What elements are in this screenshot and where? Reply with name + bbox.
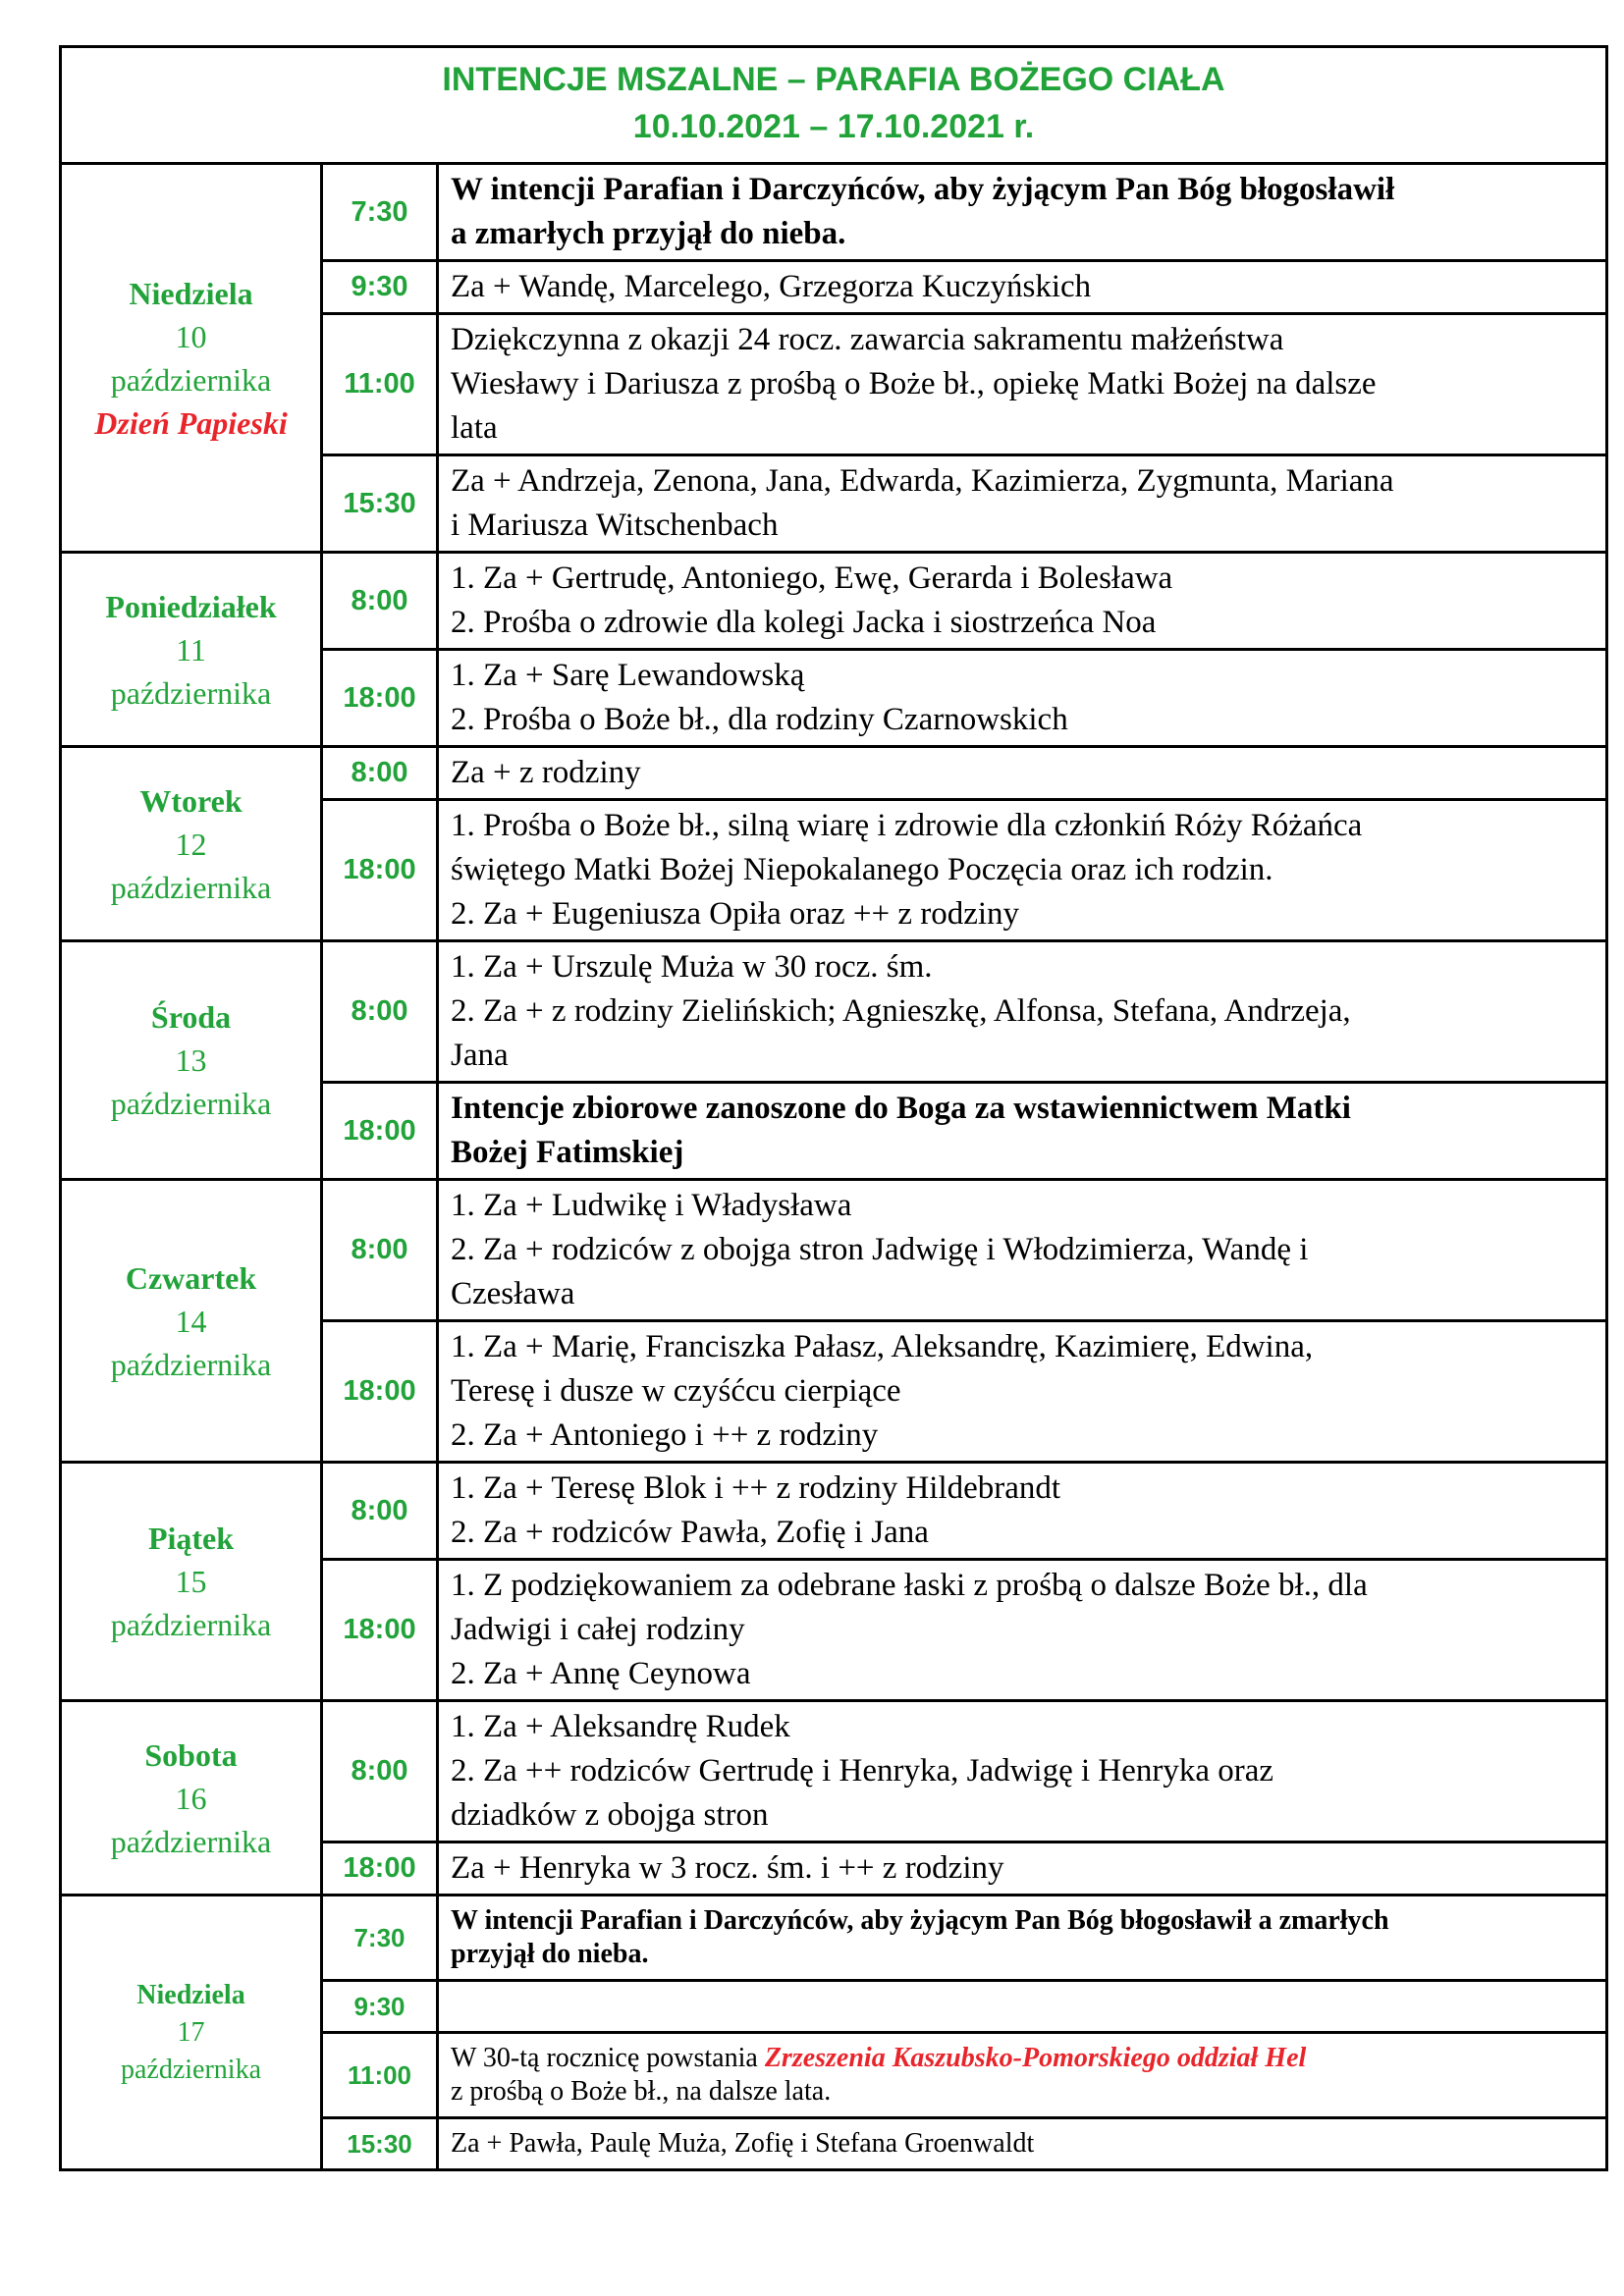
intention-line: Jana (451, 1038, 509, 1073)
day-name: Niedziela (136, 1979, 245, 2010)
intention-text (439, 262, 1605, 312)
intention-text (439, 651, 1605, 745)
intention-text (439, 1561, 1605, 1699)
intention-line: 2. Za + rodziców z obojga stron Jadwigę i Włodzimierza, Wandę i (451, 1232, 1309, 1267)
intention-line: Za + z rodziny (451, 755, 641, 790)
intentions-table (59, 45, 1608, 2171)
intention-text (439, 2119, 1605, 2168)
table-row (323, 1982, 1605, 2034)
day-name: Sobota (144, 1736, 238, 1773)
day-block (62, 748, 1605, 942)
day-number: 13 (175, 1042, 207, 1078)
table-row (323, 748, 1605, 801)
day-number: 14 (175, 1303, 207, 1339)
intention-line: przyjął do nieba. (451, 1939, 649, 1969)
intention-text (439, 1982, 1605, 2031)
intention-line: 2. Prośba o zdrowie dla kolegi Jacka i siostrzeńca Noa (451, 605, 1157, 640)
slots-column (323, 1464, 1605, 1699)
mass-time: 8:00 (323, 942, 439, 1081)
table-row (323, 1322, 1605, 1461)
table-row (323, 456, 1605, 551)
intention-line: 2. Za + z rodziny Zielińskich; Agnieszkę, Alfonsa, Stefana, Andrzeja, (451, 993, 1351, 1029)
intention-line: Jadwigi i całej rodziny (451, 1612, 745, 1647)
day-month: października (110, 674, 272, 711)
slots-column (323, 1896, 1605, 2168)
day-month: października (110, 1346, 272, 1382)
day-name: Poniedziałek (105, 588, 277, 624)
intention-line: 1. Z podziękowaniem za odebrane łaski z prośbą o dalsze Boże bł., dla (451, 1568, 1368, 1603)
table-row (323, 262, 1605, 315)
intention-text (439, 1464, 1605, 1558)
intention-line: 2. Za + rodziców Pawła, Zofię i Jana (451, 1515, 929, 1550)
day-block (62, 1702, 1605, 1896)
day-name: Niedziela (129, 275, 253, 311)
intention-line: 1. Prośba o Boże bł., silną wiarę i zdrowie dla członkiń Róży Różańca (451, 808, 1363, 843)
mass-time: 8:00 (323, 554, 439, 648)
day-name: Środa (150, 999, 232, 1035)
table-row (323, 1843, 1605, 1894)
intention-line: Bożej Fatimskiej (451, 1135, 684, 1170)
mass-time: 11:00 (323, 315, 439, 454)
day-cell (62, 1181, 323, 1461)
table-row (323, 554, 1605, 651)
day-cell (62, 1702, 323, 1894)
mass-time: 18:00 (323, 1561, 439, 1699)
mass-time: 18:00 (323, 651, 439, 745)
table-row (323, 1084, 1605, 1178)
day-month: października (110, 361, 272, 398)
intention-line (451, 2042, 1596, 2075)
days-container (62, 165, 1605, 2168)
day-block (62, 1464, 1605, 1702)
day-number: 16 (175, 1780, 207, 1816)
intention-line: 2. Za + Eugeniusza Opiła oraz ++ z rodziny (451, 896, 1020, 932)
intention-prefix: W 30-tą rocznicę powstania (451, 2043, 765, 2073)
table-row (323, 165, 1605, 262)
document-title: INTENCJE MSZALNE – PARAFIA BOŻEGO CIAŁA (442, 61, 1225, 98)
intention-line (451, 1990, 1596, 2023)
day-block (62, 554, 1605, 748)
table-row (323, 1896, 1605, 1982)
intention-line: Za + Andrzeja, Zenona, Jana, Edwarda, Kazimierza, Zygmunta, Mariana (451, 463, 1394, 499)
mass-time: 18:00 (323, 1322, 439, 1461)
intention-line: dziadków z obojga stron (451, 1797, 769, 1833)
intention-text (439, 456, 1605, 551)
mass-time: 18:00 (323, 801, 439, 939)
intention-line: Teresę i dusze w czyśćcu cierpiące (451, 1373, 901, 1409)
table-row (323, 315, 1605, 456)
slots-column (323, 554, 1605, 745)
mass-time: 8:00 (323, 1702, 439, 1841)
day-month: października (110, 869, 272, 905)
day-block (62, 1896, 1605, 2168)
intention-text (439, 1843, 1605, 1894)
intention-line: Dziękczynna z okazji 24 rocz. zawarcia sakramentu małżeństwa (451, 322, 1284, 357)
day-cell (62, 748, 323, 939)
day-cell (62, 554, 323, 745)
mass-time: 8:00 (323, 1181, 439, 1319)
day-block (62, 1181, 1605, 1464)
day-block (62, 165, 1605, 554)
slots-column (323, 1181, 1605, 1461)
intention-text (439, 1896, 1605, 1979)
intention-text (439, 942, 1605, 1081)
intention-line: lata (451, 410, 498, 446)
mass-time: 7:30 (323, 1896, 439, 1979)
mass-time: 8:00 (323, 1464, 439, 1558)
table-header (62, 48, 1605, 165)
table-row (323, 942, 1605, 1084)
intention-line: 2. Za + Antoniego i ++ z rodziny (451, 1417, 879, 1453)
intention-line: Intencje zbiorowe zanoszone do Boga za wstawiennictwem Matki (451, 1091, 1351, 1126)
day-block (62, 942, 1605, 1181)
day-name: Wtorek (139, 782, 243, 819)
day-month: października (120, 2054, 262, 2085)
slots-column (323, 165, 1605, 551)
slots-column (323, 748, 1605, 939)
day-month: października (110, 1086, 272, 1121)
intention-text (439, 2034, 1605, 2116)
table-row (323, 1464, 1605, 1561)
table-row (323, 651, 1605, 745)
intention-line: W intencji Parafian i Darczyńców, aby żyjącym Pan Bóg błogosławił a zmarłych (451, 1905, 1389, 1936)
intention-text (439, 315, 1605, 454)
intention-line: W intencji Parafian i Darczyńców, aby żyjącym Pan Bóg błogosławił (451, 172, 1395, 207)
day-cell (62, 1464, 323, 1699)
intention-line: 2. Za + Annę Ceynowa (451, 1656, 751, 1691)
day-name: Piątek (147, 1521, 235, 1556)
intention-line: 1. Za + Aleksandrę Rudek (451, 1709, 790, 1744)
intention-text (439, 1322, 1605, 1461)
table-row (323, 1561, 1605, 1699)
intention-line: 1. Za + Gertrudę, Antoniego, Ewę, Gerarda i Bolesława (451, 561, 1173, 596)
organization-name: Zrzeszenia Kaszubsko-Pomorskiego oddział Hel (764, 2043, 1307, 2073)
slots-column (323, 942, 1605, 1178)
intention-line: i Mariusza Witschenbach (451, 507, 779, 543)
mass-time: 18:00 (323, 1843, 439, 1894)
table-row (323, 2034, 1605, 2119)
intention-line: Za + Wandę, Marcelego, Grzegorza Kuczyńskich (451, 269, 1092, 304)
intention-line: 1. Za + Sarę Lewandowską (451, 658, 805, 693)
intention-text (439, 1702, 1605, 1841)
table-row (323, 2119, 1605, 2168)
day-number: 12 (175, 826, 207, 862)
day-month: października (110, 1607, 272, 1642)
intention-line: Za + Henryka w 3 rocz. śm. i ++ z rodziny (451, 1850, 1004, 1886)
table-row (323, 1702, 1605, 1843)
intention-line: 1. Za + Urszulę Muża w 30 rocz. śm. (451, 949, 933, 985)
intention-line: 1. Za + Teresę Blok i ++ z rodziny Hildebrandt (451, 1470, 1061, 1506)
day-cell (62, 1896, 323, 2168)
intention-line: z prośbą o Boże bł., na dalsze lata. (451, 2076, 832, 2107)
mass-time: 9:30 (323, 1982, 439, 2031)
mass-time: 7:30 (323, 165, 439, 259)
day-cell (62, 942, 323, 1178)
intention-text (439, 554, 1605, 648)
intention-text (439, 1084, 1605, 1178)
intention-line: a zmarłych przyjął do nieba. (451, 216, 846, 251)
mass-time: 15:30 (323, 2119, 439, 2168)
table-row (323, 1181, 1605, 1322)
slots-column (323, 1702, 1605, 1894)
day-number: 15 (175, 1564, 207, 1599)
mass-time: 9:30 (323, 262, 439, 312)
date-range: 10.10.2021 – 17.10.2021 r. (632, 108, 1035, 145)
intention-line: Wiesławy i Dariusza z prośbą o Boże bł., opiekę Matki Bożej na dalsze (451, 366, 1377, 401)
mass-time: 15:30 (323, 456, 439, 551)
intention-line: 2. Prośba o Boże bł., dla rodziny Czarnowskich (451, 702, 1068, 737)
mass-time: 8:00 (323, 748, 439, 798)
mass-time: 11:00 (323, 2034, 439, 2116)
day-number: 11 (176, 631, 206, 667)
day-name: Czwartek (125, 1259, 257, 1296)
day-note: Dzień Papieski (94, 404, 288, 441)
intention-text (439, 1181, 1605, 1319)
day-month: października (110, 1823, 272, 1859)
intention-line: 1. Za + Marię, Franciszka Pałasz, Aleksandrę, Kazimierę, Edwina, (451, 1329, 1314, 1364)
intention-line: Za + Pawła, Paulę Muża, Zofię i Stefana Groenwaldt (451, 2128, 1035, 2159)
intention-line: Czesława (451, 1276, 575, 1311)
intention-line: 1. Za + Ludwikę i Władysława (451, 1188, 852, 1223)
intention-line: świętego Matki Bożej Niepokalanego Poczęcia oraz ich rodzin. (451, 852, 1273, 887)
table-row (323, 801, 1605, 939)
intention-text (439, 801, 1605, 939)
day-number: 10 (175, 318, 207, 354)
intention-text (439, 165, 1605, 259)
intention-line: 2. Za ++ rodziców Gertrudę i Henryka, Jadwigę i Henryka oraz (451, 1753, 1274, 1789)
day-cell (62, 165, 323, 551)
intention-text (439, 748, 1605, 798)
day-number: 17 (177, 2016, 205, 2048)
mass-time: 18:00 (323, 1084, 439, 1178)
